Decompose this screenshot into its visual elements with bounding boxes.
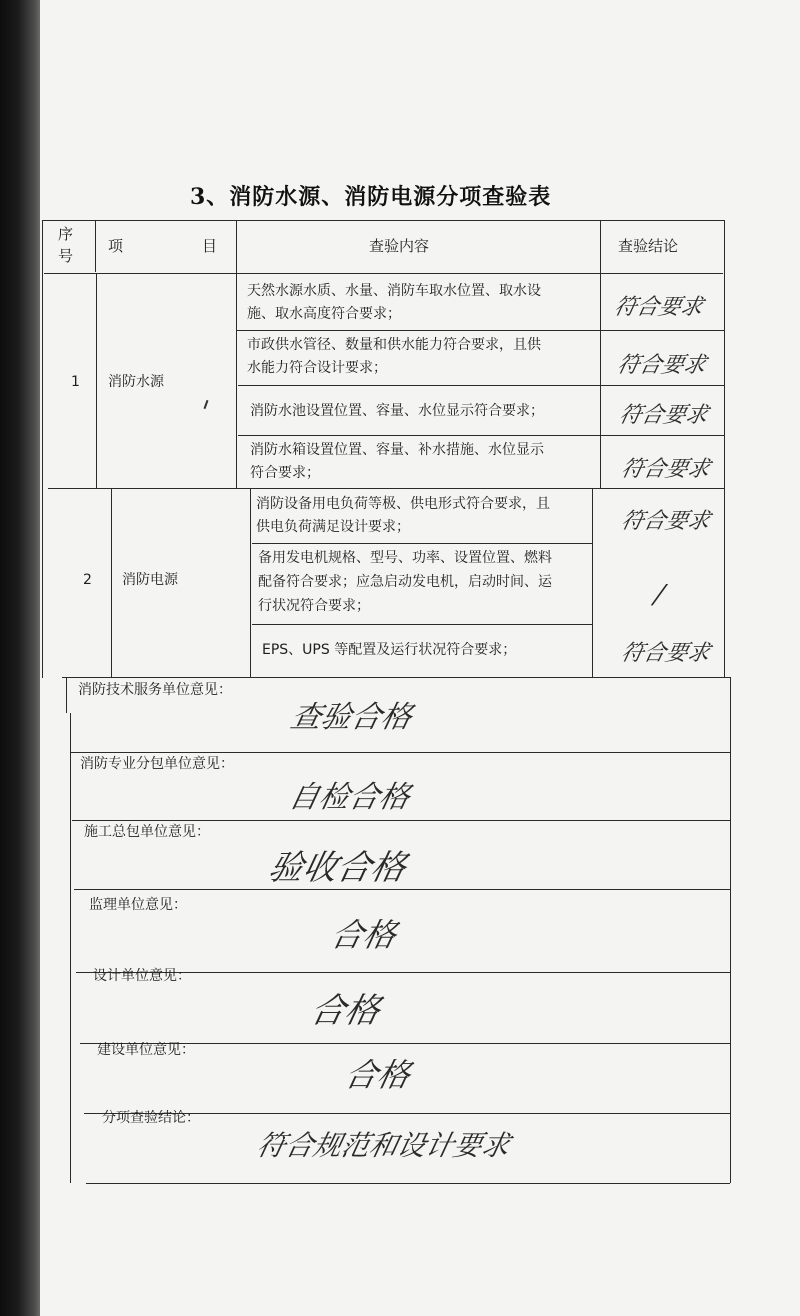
check-item-line: 行状况符合要求； — [258, 598, 370, 614]
check-item-line: 供电负荷满足设计要求； — [256, 519, 410, 535]
opinion-label: 设计单位意见： — [93, 968, 191, 984]
group-name: 消防电源 — [122, 572, 178, 588]
group-seq: 2 — [83, 572, 92, 588]
check-item-line: 消防水箱设置位置、容量、补水措施、水位显示 — [250, 442, 544, 458]
check-item-line: 施、取水高度符合要求； — [247, 306, 401, 322]
handwritten-result: / — [651, 580, 667, 610]
check-item-line: 水能力符合设计要求； — [247, 360, 387, 376]
opinion-label: 监理单位意见： — [89, 897, 187, 913]
header-seq-char-2: 号 — [58, 247, 74, 265]
handwritten-result: 符合要求 — [618, 457, 713, 482]
opinion-label: 建设单位意见： — [97, 1042, 195, 1058]
opinion-label: 施工总包单位意见： — [84, 824, 210, 840]
handwritten-result: 符合要求 — [614, 353, 709, 378]
header-content: 查验内容 — [369, 237, 430, 255]
check-item-line: 备用发电机规格、型号、功率、设置位置、燃料 — [258, 550, 552, 566]
check-item-line: 配备符合要求；应急启动发电机，启动时间、运 — [258, 574, 552, 590]
handwritten-result: 符合要求 — [618, 641, 713, 666]
opinion-label: 消防专业分包单位意见： — [80, 756, 234, 772]
opinion-label: 分项查验结论： — [102, 1110, 200, 1126]
handwritten-signature: 符合规范和设计要求 — [254, 1129, 514, 1162]
handwritten-signature: 查验合格 — [287, 700, 415, 735]
handwritten-signature: 验收合格 — [265, 848, 410, 888]
check-item-line: 市政供水管径、数量和供水能力符合要求，且供 — [247, 337, 541, 353]
header-seq-char-1: 序 — [58, 225, 74, 243]
header-conclusion: 查验结论 — [618, 237, 679, 255]
handwritten-signature: 合格 — [341, 1056, 414, 1094]
handwritten-signature: 合格 — [307, 991, 384, 1031]
check-item-line: EPS、UPS 等配置及运行状况符合要求； — [262, 642, 517, 658]
check-item-line: 消防水池设置位置、容量、水位显示符合要求； — [250, 403, 544, 419]
group-seq: 1 — [71, 374, 80, 390]
handwritten-result: 符合要求 — [618, 509, 713, 534]
check-item-line: 天然水源水质、水量、消防车取水位置、取水设 — [247, 283, 541, 299]
opinion-label: 消防技术服务单位意见： — [78, 682, 232, 698]
header-item-char-1: 项 — [108, 237, 124, 255]
handwritten-result: 符合要求 — [616, 403, 711, 428]
check-item-line: 符合要求； — [250, 465, 320, 481]
handwritten-signature: 合格 — [327, 916, 400, 954]
group-name: 消防水源 — [108, 374, 164, 390]
check-item-line: 消防设备用电负荷等极、供电形式符合要求，且 — [256, 496, 550, 512]
handwritten-result: 符合要求 — [611, 295, 706, 320]
handwritten-signature: 自检合格 — [285, 780, 413, 815]
page-title: 3、消防水源、消防电源分项查验表 — [190, 184, 552, 210]
header-item-char-2: 目 — [202, 237, 218, 255]
